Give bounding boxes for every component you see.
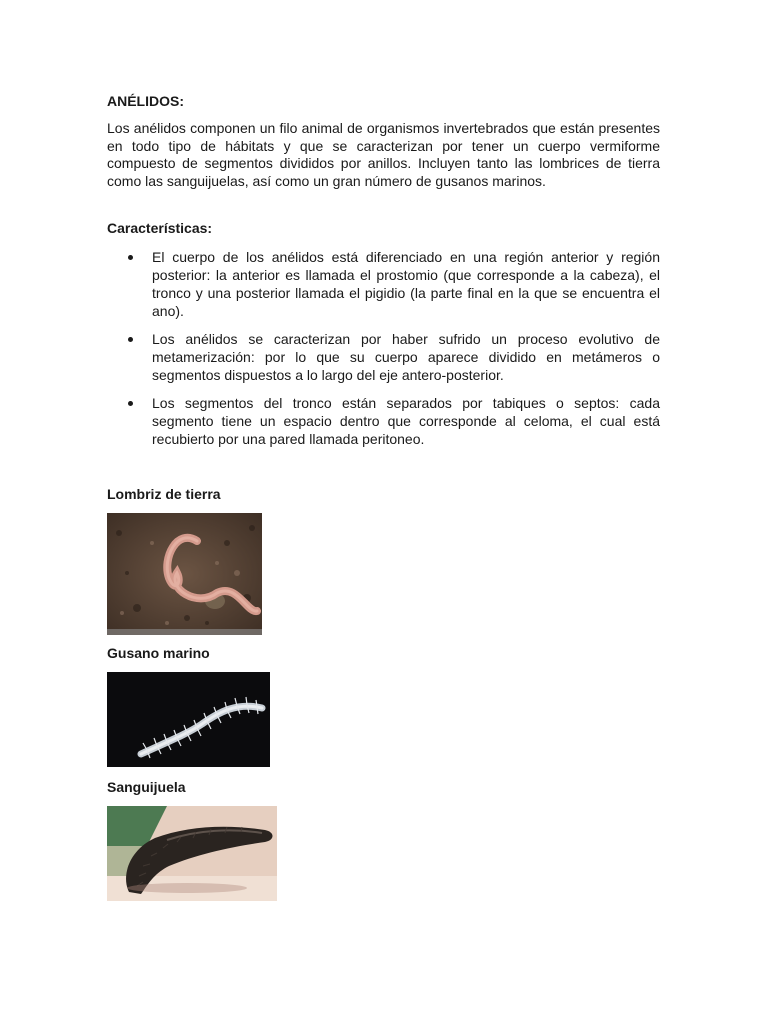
feature-text: Los segmentos del tronco están separados por tabiques o septos: cada segmento tiene un espacio dentro que corresponde al celoma, el cual está recubierto por una pared llamada peritoneo. — [152, 395, 660, 447]
sea-worm-photo — [107, 672, 270, 767]
document-title: ANÉLIDOS: — [107, 93, 184, 109]
figure-caption-earthworm: Lombriz de tierra — [107, 486, 221, 502]
feature-item — [107, 330, 660, 384]
feature-item — [107, 248, 660, 320]
feature-text: El cuerpo de los anélidos está diferenciado en una región anterior y región posterior: la anterior es llamada el prostomio (que corresponde a la cabeza), el tronco y una posterior llamada el pigidio (la parte final en la que se encuentra el ano). — [152, 249, 660, 319]
earthworm-photo — [107, 513, 262, 635]
intro-paragraph: Los anélidos componen un filo animal de organismos invertebrados que están presentes en todo tipo de hábitats y que se caracterizan por tener un cuerpo vermiforme compuesto de segmentos divididos por anillos. Incluyen tanto las lombrices de tierra como las sanguijuelas, así como un gran número de gusanos marinos. — [107, 120, 660, 189]
figure-caption-sea-worm: Gusano marino — [107, 645, 210, 661]
figure-caption-leech: Sanguijuela — [107, 779, 186, 795]
bullet-icon — [128, 337, 133, 342]
features-heading: Características: — [107, 220, 213, 236]
feature-text: Los anélidos se caracterizan por haber sufrido un proceso evolutivo de metamerización: por lo que su cuerpo aparece dividido en metámeros o segmentos dispuestos a lo largo del eje antero-posterior. — [152, 331, 660, 383]
leech-photo — [107, 806, 277, 901]
features-list — [107, 248, 660, 458]
bullet-icon — [128, 401, 133, 406]
feature-item — [107, 394, 660, 448]
bullet-icon — [128, 255, 133, 260]
